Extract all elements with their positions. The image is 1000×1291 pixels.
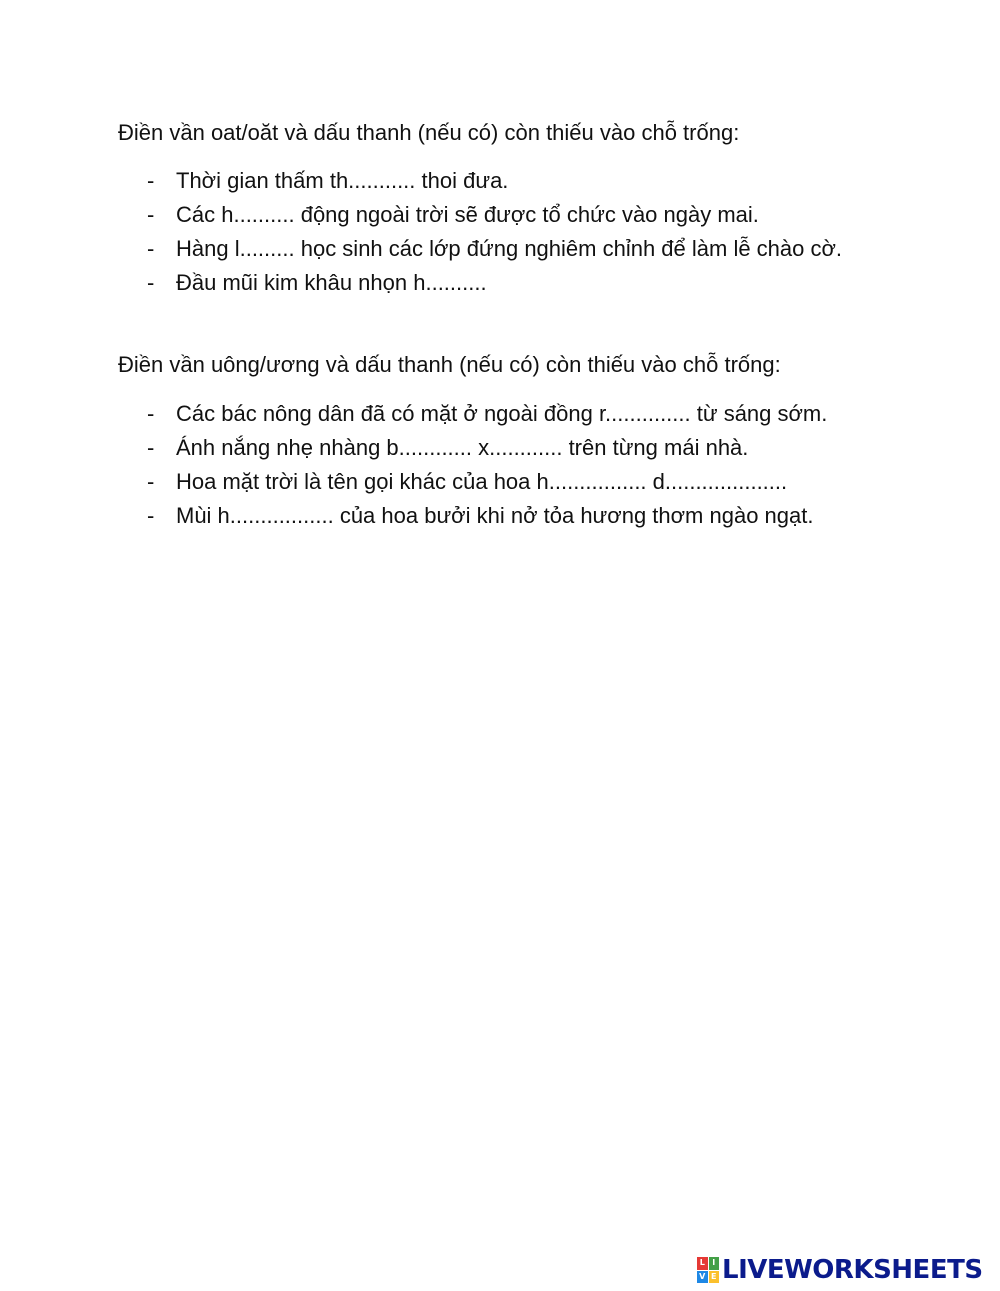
bullet-dash: - xyxy=(147,202,155,227)
list-item xyxy=(118,499,898,533)
item-text: Hàng l......... học sinh các lớp đứng nghiêm chỉnh để làm lễ chào cờ. xyxy=(176,236,843,261)
bullet-dash: - xyxy=(147,401,155,426)
list-item xyxy=(118,198,898,232)
item-text: Các h.......... động ngoài trời sẽ được tổ chức vào ngày mai. xyxy=(176,202,759,227)
logo-mark-icon xyxy=(697,1257,719,1283)
bullet-dash: - xyxy=(147,503,155,528)
list-item xyxy=(118,431,898,465)
list-item xyxy=(118,164,898,198)
bullet-dash: - xyxy=(147,435,155,460)
list-item xyxy=(118,397,898,431)
logo-mark-letter: I xyxy=(709,1257,720,1270)
bullet-dash: - xyxy=(147,270,155,295)
item-text: Hoa mặt trời là tên gọi khác của hoa h................ d.................... xyxy=(176,469,788,494)
logo-mark-letter: E xyxy=(709,1271,720,1284)
liveworksheets-logo xyxy=(697,1255,983,1285)
item-text: Các bác nông dân đã có mặt ở ngoài đồng r.............. từ sáng sớm. xyxy=(176,401,828,426)
list-item xyxy=(118,266,898,300)
bullet-dash: - xyxy=(147,236,155,261)
bullet-dash: - xyxy=(147,469,155,494)
logo-mark-letter: L xyxy=(697,1257,708,1270)
section-2-heading: Điền vần uông/ương và dấu thanh (nếu có) còn thiếu vào chỗ trống: xyxy=(118,352,781,377)
logo-text: LIVEWORKSHEETS xyxy=(722,1255,983,1285)
item-text: Đầu mũi kim khâu nhọn h.......... xyxy=(176,270,487,295)
list-item xyxy=(118,465,898,499)
logo-mark-letter: V xyxy=(697,1271,708,1284)
section-1-heading: Điền vần oat/oăt và dấu thanh (nếu có) còn thiếu vào chỗ trống: xyxy=(118,120,740,145)
section-2-list xyxy=(118,397,898,533)
item-text: Mùi h................. của hoa bưởi khi nở tỏa hương thơm ngào ngạt. xyxy=(176,503,814,528)
item-text: Thời gian thấm th........... thoi đưa. xyxy=(176,168,509,193)
list-item xyxy=(118,232,898,266)
bullet-dash: - xyxy=(147,168,155,193)
item-text: Ánh nắng nhẹ nhàng b............ x............ trên từng mái nhà. xyxy=(176,435,749,460)
section-1-list xyxy=(118,164,898,300)
